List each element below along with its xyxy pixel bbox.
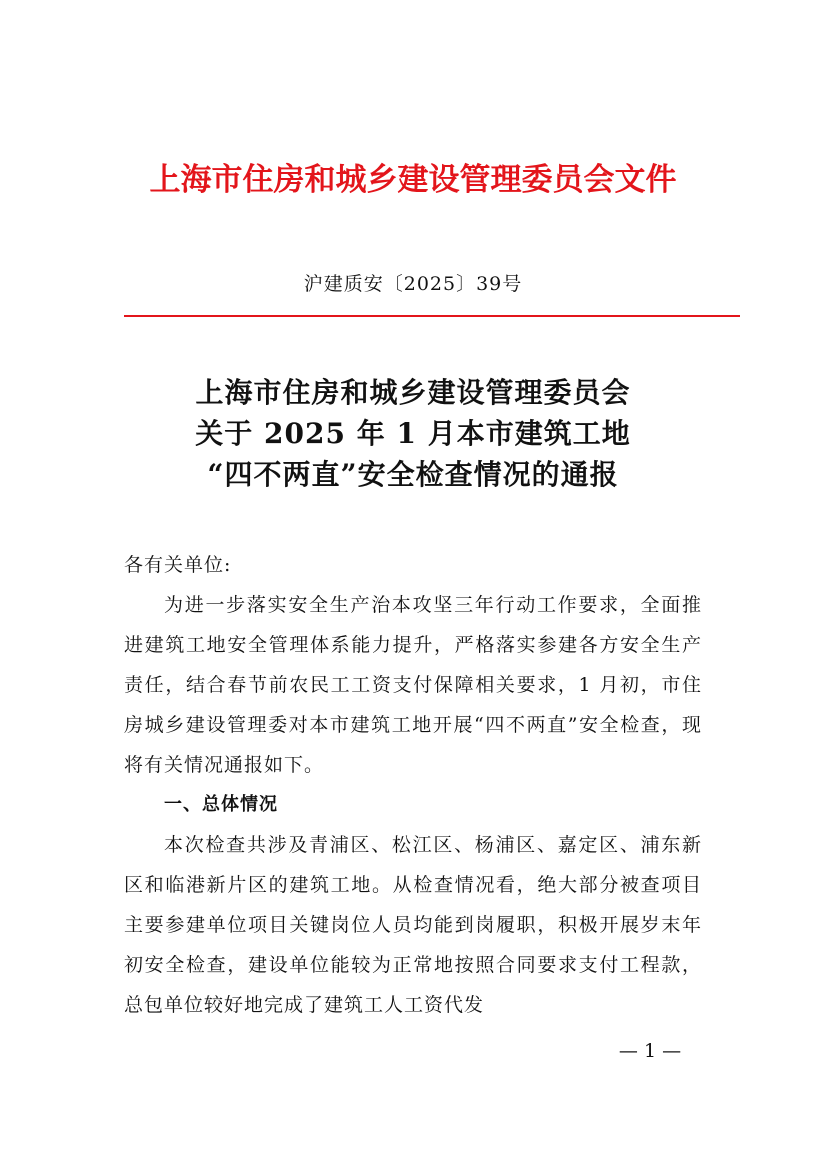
section-paragraph: 本次检查共涉及青浦区、松江区、杨浦区、嘉定区、浦东新区和临港新片区的建筑工地。从检查情况看，绝大部分被查项目主要参建单位项目关键岗位人员均能到岗履职，积极开展岁末年初安全检查，建设单位能较为正常地按照合同要求支付工程款，总包单位较好地完成了建筑工人工资代发 <box>124 834 702 1016</box>
title-line-2: 关于 2025 年 1 月本市建筑工地 <box>195 417 631 450</box>
document-title <box>0 372 826 495</box>
document-number: 沪建质安〔2025〕39号 <box>303 273 523 295</box>
issuer-header: 上海市住房和城乡建设管理委员会文件 <box>149 162 677 198</box>
title-line-3: “四不两直”安全检查情况的通报 <box>207 458 619 491</box>
section-heading: 一、总体情况 <box>164 794 278 815</box>
document-body <box>124 545 702 1025</box>
introduction-paragraph: 为进一步落实安全生产治本攻坚三年行动工作要求，全面推进建筑工地安全管理体系能力提升，严格落实参建各方安全生产责任，结合春节前农民工工资支付保障相关要求，1 月初，市住房城乡建设管理委对本市建筑工地开展“四不两直”安全检查，现将有关情况通报如下。 <box>124 594 702 776</box>
red-separator-line <box>124 315 740 317</box>
salutation: 各有关单位: <box>124 554 232 576</box>
page-number: — 1 — <box>618 1040 682 1062</box>
title-line-1: 上海市住房和城乡建设管理委员会 <box>195 376 631 409</box>
